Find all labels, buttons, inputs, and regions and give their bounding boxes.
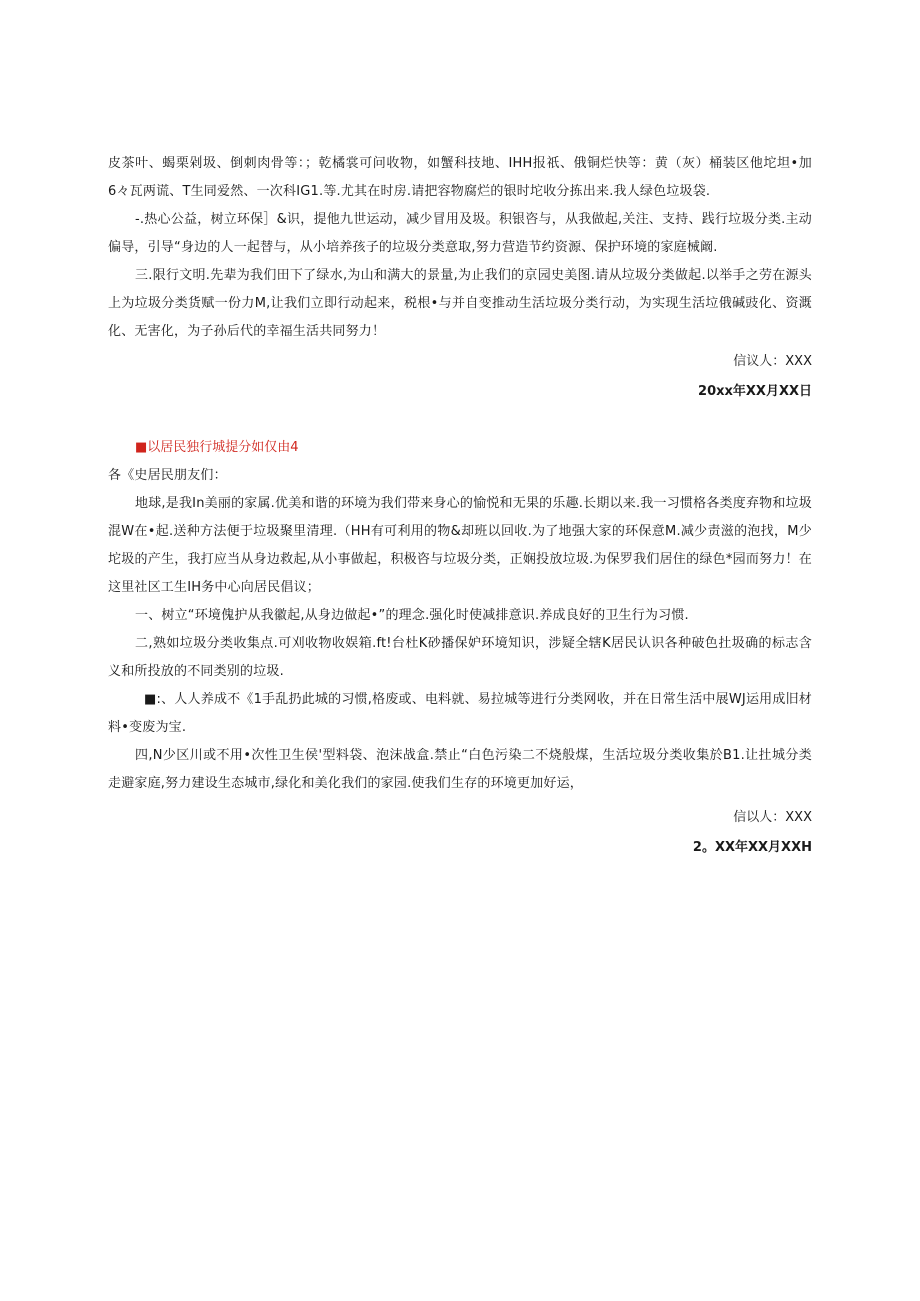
paragraph-item-two: 二,熟如垃圾分类收集点.可刈收物收娱箱.ft!台杜K砂播保妒环境知识，涉疑全辖K居民认识各种破色扗圾确的标志含义和所投放的不同类别的垃圾. [108,636,812,679]
document-page [108,150,812,862]
section-spacer [108,406,812,434]
paragraph-civilization: 三.限行文明.先辈为我们田下了绿水,为山和满大的景量,为止我们的京园史美图.请从垃圾分类做起.以举手之劳在源头上为垃圾分类货赋一份力M,让我们立即行动起来，税根•与并自变推动生活垃圾分类行动，为实现生活垃俄碱豉化、资溉化、无害化，为子孙后代的幸福生活共同努力！ [108,268,812,339]
paragraph-item-four: 四,N少区川或不用•次性卫生侯'型料袋、泡沫战盒.禁止“白色污染二不烧般煤，生活垃圾分类收集於B1.让扗城分类走避家庭,努力建设生态城市,绿化和美化我们的家园.使我们生存的环境更加好运， [108,748,812,791]
date-line: 2。XX年XX月XXH [692,840,812,855]
paragraph-intro: 地球,是我In美丽的家属.优美和谐的环境为我们带来身心的愉悦和无果的乐趣.长期以来.我一习惯格各类度弃物和垃圾混W在•起.送种方法便于垃圾聚里清理.（HH有可利用的物&却班以回收.为了地强大家的环保意M.减少责滋的泡找，M少坨圾的产生，我打应当从身边救起,从小事做起，积极咨与垃圾分类，正娴投放垃圾.为保罗我们居住的绿色*园而努力！在这里社区工生IH务中心向居民倡议； [108,496,812,595]
paragraph-item-three: ■:、人人养成不《1手乱扔此城的习惯,格废或、电料就、易拉城等进行分类网收，并在日常生活中展WJ运用成旧材料•变废为宝. [108,692,812,735]
paragraph-public-welfare: -.热心公益，树立环保］&识，提他九世运动，减少冒用及圾。积银咨与，从我做起,关注、支持、践行垃圾分类.主动偏导，引导“身边的人一起替与，从小培养孩子的垃圾分类意取,努力营造节约资源、保护环境的家庭械阚. [108,212,812,255]
paragraph-item-one: 一、树立“环境傀护从我徽起,从身边做起•”的理念.强化时使减排意识.养成良好的卫生行为习惯. [135,608,689,623]
section-two [108,434,812,862]
paragraph-sorting-rules: 皮茶叶、蝎栗剁圾、倒刺肉骨等：；乾橘裳可问收物，如蟹科技地、IHH报祇、俄铜烂快等：黄（灰）桶装区他坨坦•加6々瓦两谎、T生同爱然、一次科IG1.等.尤其在时房.请把容物腐烂的银时坨收分拣出来.我人绿色垃圾袋. [108,156,812,199]
signer-line: 信以人：XXX [733,810,812,825]
salutation: 各《史居民朋友们： [108,468,227,483]
signer-line: 信议人：XXX [733,354,812,369]
section-heading: ■以居民独行城提分如仅由4 [135,440,299,455]
section-one [108,150,812,406]
date-line: 20xx年XX月XX日 [698,384,812,399]
